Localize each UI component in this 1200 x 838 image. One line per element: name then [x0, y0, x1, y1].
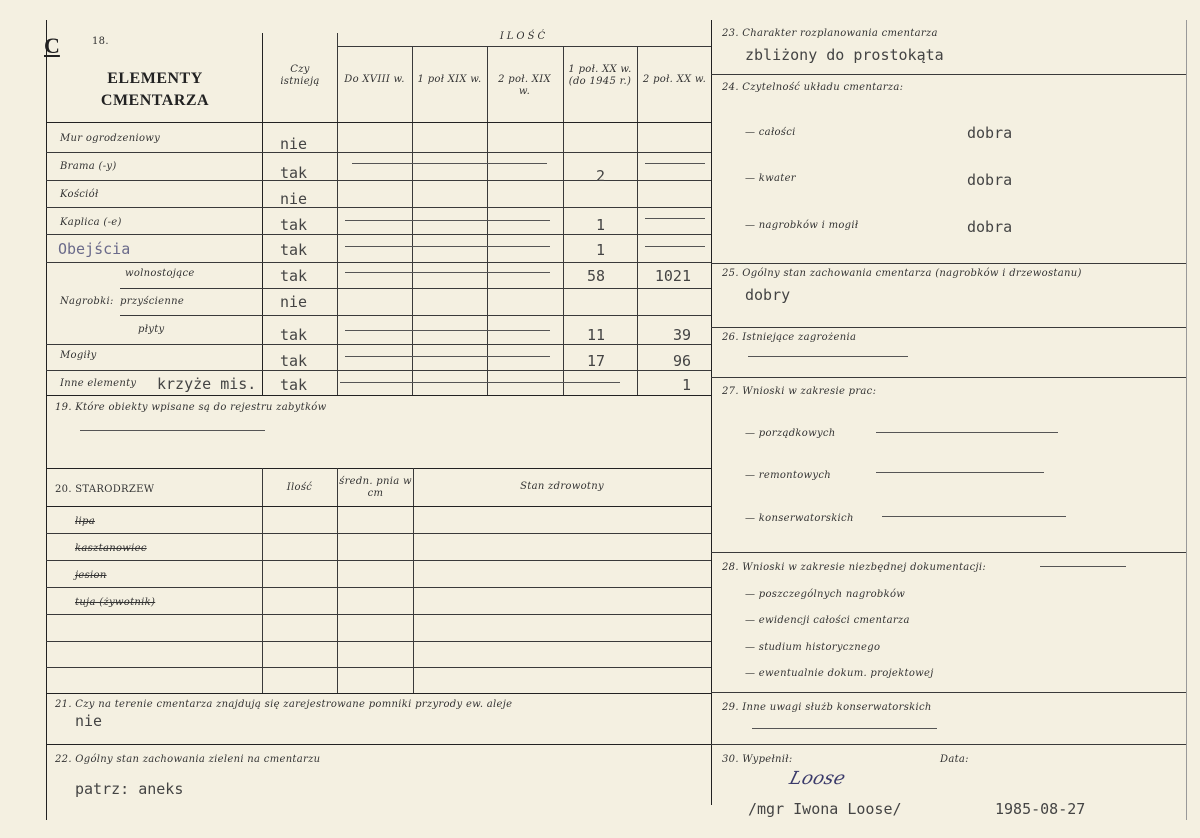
qty-1pol-xx: 58: [586, 267, 605, 285]
row-label-graves: Mogiły: [60, 350, 97, 361]
field-24-value: dobra: [967, 171, 1013, 189]
exists-value: tak: [280, 326, 308, 344]
col-line-1: [337, 33, 338, 395]
tree-row-rule: [46, 641, 711, 642]
qty-2pol-xx: 1: [681, 376, 691, 394]
row-rule: [46, 180, 711, 181]
field-18-number: 18.: [92, 36, 109, 47]
field-28-bottom-rule: [711, 692, 1186, 693]
field-30-label: 30. Wypełnił:: [722, 754, 793, 765]
exists-value: tak: [280, 241, 308, 259]
field-27-bottom-rule: [711, 552, 1186, 553]
row-label-other: Inne elementy: [60, 378, 137, 389]
row-label-church: Kościół: [60, 189, 99, 200]
field-27-item: — porządkowych: [745, 428, 836, 439]
qty-1pol-xx: 2: [595, 167, 605, 185]
tree-header-health: Stan zdrowotny: [520, 481, 604, 492]
qty-1pol-xx: 1: [595, 241, 605, 259]
tree-header-diam: średn. pnia w cm: [339, 476, 412, 499]
row-rule: [46, 152, 711, 153]
qty-2pol-xx: 39: [672, 326, 691, 344]
empty-dash: [345, 272, 550, 273]
tree-name: lipa: [75, 516, 95, 527]
qty-2pol-xx: 1021: [654, 267, 691, 285]
field-19-label: 19. Które obiekty wpisane są do rejestru zabytków: [55, 402, 327, 413]
field-30-name: /mgr Iwona Loose/: [748, 800, 902, 818]
qty-2pol-xx: 96: [672, 352, 691, 370]
right-edge: [1186, 20, 1187, 820]
exists-value: nie: [280, 135, 308, 153]
tree-header-qty: Ilość: [286, 482, 313, 493]
empty-dash: [645, 246, 705, 247]
tree-row-rule: [46, 560, 711, 561]
row-label-gate: Brama (-y): [60, 161, 117, 172]
row-rule: [120, 315, 711, 316]
empty-dash: [345, 246, 550, 247]
field-21-bottom-rule: [46, 744, 711, 745]
field-27-line: [876, 432, 1058, 433]
exists-value: tak: [280, 267, 308, 285]
row-label-freestanding: wolnostojące: [125, 268, 195, 279]
tree-bottom-rule: [46, 693, 711, 694]
tree-col-diam: [337, 468, 338, 693]
field-21-value: nie: [75, 712, 103, 730]
field-22-value: patrz: aneks: [75, 780, 184, 798]
exists-value: tak: [280, 164, 308, 182]
exists-value: nie: [280, 293, 308, 311]
empty-dash: [645, 218, 705, 219]
field-24-item: — nagrobków i mogił: [745, 220, 859, 231]
row-rule: [46, 207, 711, 208]
field-25-label: 25. Ogólny stan zachowania cmentarza (nagrobków i drzewostanu): [722, 268, 1082, 279]
quantity-header-rule: [337, 46, 711, 47]
row-label-chapel: Kaplica (-e): [60, 217, 122, 228]
field-23-bottom-rule: [711, 74, 1186, 75]
field-27-item: — remontowych: [745, 470, 832, 481]
header-exists: Czy istnieją: [280, 64, 320, 87]
field-29-line: [752, 728, 937, 729]
field-24-item: — całości: [745, 127, 796, 138]
field-29-bottom-rule: [711, 744, 1186, 745]
field-25-value: dobry: [745, 286, 791, 304]
empty-dash: [645, 163, 705, 164]
signature: Loose: [787, 768, 848, 789]
field-24-item: — kwater: [745, 173, 796, 184]
tree-row-rule: [46, 667, 711, 668]
field-28-item: — ewidencji całości cmentarza: [745, 615, 910, 626]
header-col-4: 1 poł. XX w. (do 1945 r.): [568, 64, 632, 87]
field-27-label: 27. Wnioski w zakresie prac:: [722, 386, 877, 397]
section-letter: C: [44, 33, 60, 58]
tree-col-qty: [262, 468, 263, 693]
empty-dash: [345, 220, 550, 221]
field-24-label: 24. Czytelność układu cmentarza:: [722, 82, 904, 93]
tree-row-rule: [46, 533, 711, 534]
tree-name: tuja (żywotnik): [75, 597, 156, 608]
field-26-line: [748, 356, 908, 357]
row-rule: [46, 370, 711, 371]
header-bottom-rule: [46, 122, 711, 123]
field-20-label: 20. STARODRZEW: [55, 484, 155, 495]
empty-dash: [345, 330, 550, 331]
row-rule: [46, 344, 711, 345]
row-other-extra: krzyże mis.: [157, 375, 257, 393]
tree-row-rule: [46, 614, 711, 615]
field-28-item: — poszczególnych nagrobków: [745, 589, 906, 600]
field-28-line: [1040, 566, 1126, 567]
empty-dash: [340, 382, 620, 383]
tree-col-health: [413, 468, 414, 693]
field-23-value: zbliżony do prostokąta: [745, 46, 944, 64]
qty-1pol-xx: 17: [586, 352, 605, 370]
field-27-line: [882, 516, 1066, 517]
field-21-label: 21. Czy na terenie cmentarza znajdują się zarejestrowane pomniki przyrody ew. aleje: [55, 699, 513, 710]
field-25-bottom-rule: [711, 327, 1186, 328]
header-col-3: 2 poł. XIX w.: [498, 74, 551, 97]
row-label-wall-mounted: przyścienne: [120, 296, 185, 307]
field-24-bottom-rule: [711, 263, 1186, 264]
empty-dash: [345, 356, 550, 357]
field-30-date-label: Data:: [940, 754, 969, 765]
tree-name: jesion: [75, 570, 107, 581]
qty-1pol-xx: 1: [595, 216, 605, 234]
col-line-exists: [262, 33, 263, 395]
header-col-2: 1 poł XIX w.: [417, 74, 482, 85]
row-rule: [120, 288, 711, 289]
row-rule: [46, 234, 711, 235]
tree-row-rule: [46, 587, 711, 588]
header-quantity: ILOŚĆ: [499, 31, 549, 42]
center-divider: [711, 20, 712, 805]
field-26-label: 26. Istniejące zagrożenia: [722, 332, 857, 343]
header-col-1: Do XVIII w.: [344, 74, 405, 85]
field-22-label: 22. Ogólny stan zachowania zieleni na cmentarzu: [55, 754, 321, 765]
field-23-label: 23. Charakter rozplanowania cmentarza: [722, 28, 938, 39]
exists-value: tak: [280, 216, 308, 234]
field-27-line: [876, 472, 1044, 473]
field-29-label: 29. Inne uwagi służb konserwatorskich: [722, 702, 932, 713]
field-28-label: 28. Wnioski w zakresie niezbędnej dokumentacji:: [722, 562, 987, 573]
field-19-line: [80, 430, 265, 431]
exists-value: nie: [280, 190, 308, 208]
empty-dash: [352, 163, 547, 164]
row-rule: [46, 262, 711, 263]
exists-value: tak: [280, 352, 308, 370]
field-28-item: — ewentualnie dokum. projektowej: [745, 668, 934, 679]
qty-1pol-xx: 11: [586, 326, 605, 344]
field-24-value: dobra: [967, 124, 1013, 142]
row-label-wall: Mur ogrodzeniowy: [60, 133, 161, 144]
row-label-slabs: płyty: [138, 324, 165, 335]
field-28-item: — studium historycznego: [745, 642, 881, 653]
field-26-bottom-rule: [711, 377, 1186, 378]
exists-value: tak: [280, 376, 308, 394]
tree-header-rule: [46, 506, 711, 507]
field-30-date: 1985-08-27: [995, 800, 1086, 818]
field-27-item: — konserwatorskich: [745, 513, 854, 524]
tree-name: kasztanowiec: [75, 543, 147, 554]
header-col-5: 2 poł. XX w.: [642, 74, 707, 85]
field-19-bottom-rule: [46, 468, 711, 469]
nagrobki-label: Nagrobki:: [60, 296, 114, 307]
elements-title: ELEMENTY CMENTARZA: [100, 70, 210, 109]
field-24-value: dobra: [967, 218, 1013, 236]
table-bottom-rule: [46, 395, 711, 396]
row-label-obejscia: Obejścia: [58, 240, 131, 258]
outer-left-border: [46, 20, 47, 820]
